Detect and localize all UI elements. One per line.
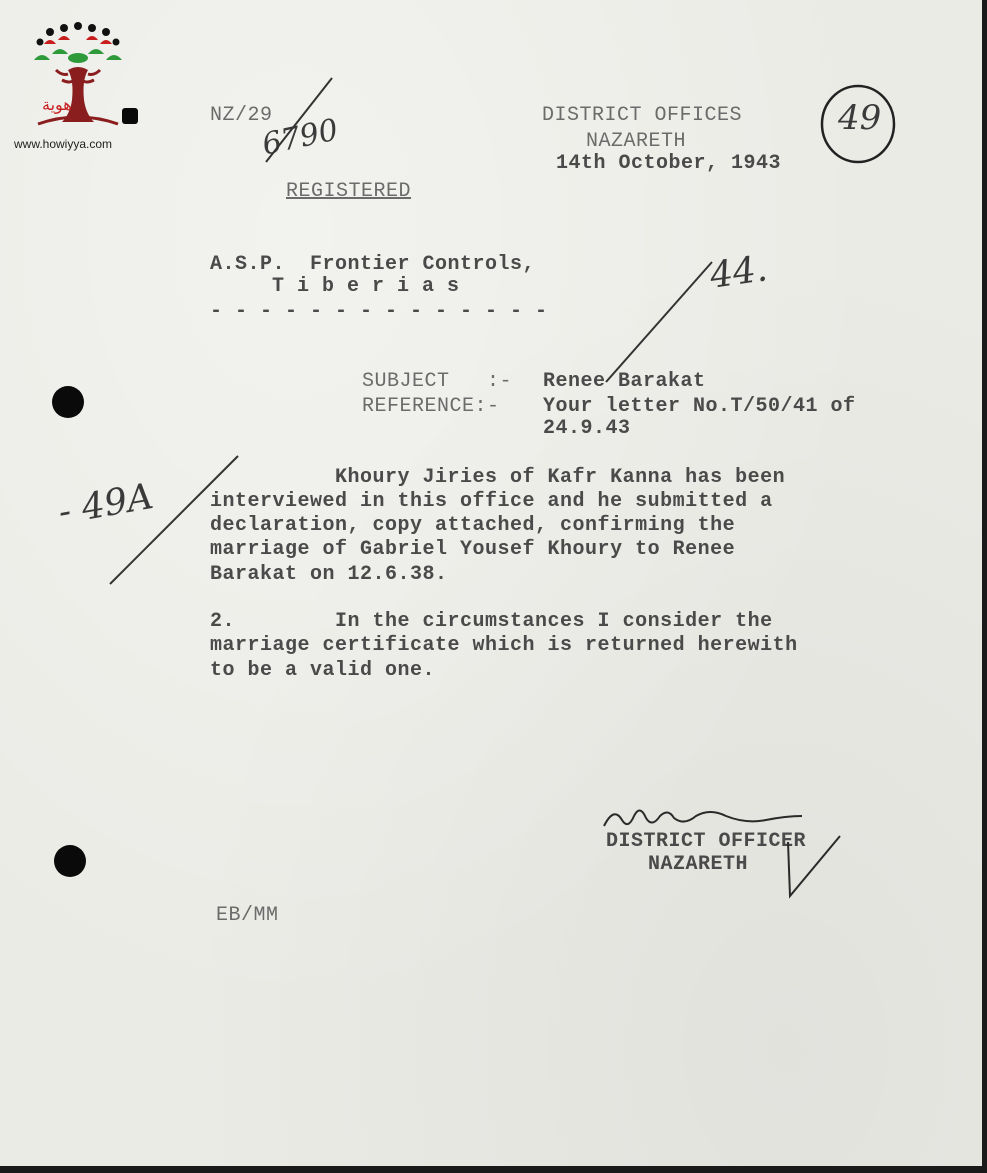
paragraph-1-line: declaration, copy attached, confirming the bbox=[210, 514, 736, 537]
subject-label: SUBJECT :- bbox=[362, 370, 513, 393]
reference-number: NZ/29 bbox=[210, 104, 273, 127]
paragraph-1-line: interviewed in this office and he submitted a bbox=[210, 490, 773, 513]
paragraph-1-line: marriage of Gabriel Yousef Khoury to Renee bbox=[210, 538, 736, 561]
pen-stroke-diagonal-49a bbox=[110, 456, 238, 584]
office-town: NAZARETH bbox=[586, 130, 687, 153]
reference-label: REFERENCE:- bbox=[362, 395, 500, 418]
folio-circle bbox=[822, 86, 894, 162]
paragraph-2-line: to be a valid one. bbox=[210, 659, 436, 682]
logo-site-url: www.howiyya.com bbox=[14, 137, 113, 151]
svg-text:هوية: هوية bbox=[42, 95, 72, 114]
letter-date: 14th October, 1943 bbox=[556, 152, 782, 175]
reference-value: Your letter No.T/50/41 of bbox=[543, 395, 856, 418]
paragraph-1-line: Khoury Jiries of Kafr Kanna has been bbox=[210, 466, 786, 489]
reference-date: 24.9.43 bbox=[543, 417, 631, 440]
paragraph-1-line: Barakat on 12.6.38. bbox=[210, 563, 448, 586]
handwritten-folio-number: 49 bbox=[838, 98, 882, 138]
handwritten-file-number: 6790 bbox=[259, 112, 342, 163]
signature-title: DISTRICT OFFICER bbox=[606, 830, 807, 853]
handwritten-mark-44: 44. bbox=[707, 248, 770, 297]
addressee-line-1: A.S.P. Frontier Controls, bbox=[210, 253, 536, 276]
office-name: DISTRICT OFFICES bbox=[542, 104, 743, 127]
signature-scribble bbox=[604, 810, 802, 826]
addressee-separator: - - - - - - - - - - - - - - bbox=[210, 300, 548, 323]
subject-value: Renee Barakat bbox=[543, 370, 706, 393]
addressee-line-2: T i b e r i a s bbox=[272, 275, 460, 298]
paragraph-2-line: 2. In the circumstances I consider the bbox=[210, 610, 773, 633]
typist-initials: EB/MM bbox=[216, 904, 279, 927]
paragraph-2-line: marriage certificate which is returned herewith bbox=[210, 634, 798, 657]
signature-tick bbox=[788, 836, 840, 896]
pen-stroke-diagonal-44 bbox=[606, 262, 712, 382]
signature-town: NAZARETH bbox=[648, 853, 749, 876]
handwritten-mark-49a: - 49A bbox=[55, 476, 157, 533]
registered-label: REGISTERED bbox=[286, 180, 412, 203]
pen-stroke-ref-slash bbox=[266, 78, 332, 162]
